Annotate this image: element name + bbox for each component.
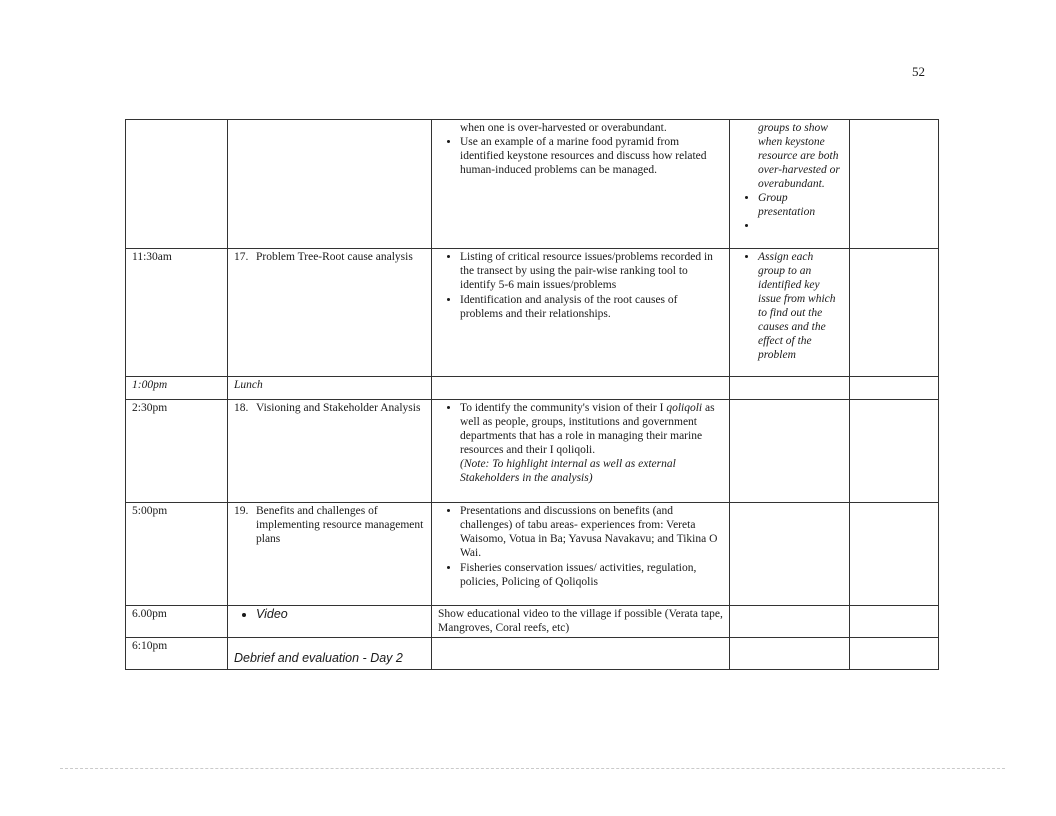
method-item: • Group presentation — [758, 191, 843, 219]
extra-cell — [850, 120, 939, 249]
activity-cell — [432, 120, 730, 249]
time-cell — [126, 120, 228, 249]
activity-item: • Presentations and discussions on benefits (and challenges) of tabu areas- experiences from: Vereta Waisomo, Votua in Ba; Yavusa Navakavu; and Tikina O Wai. — [460, 504, 723, 560]
extra-cell — [850, 503, 939, 606]
table-row — [126, 249, 939, 377]
activity-cell — [432, 400, 730, 503]
session-cell — [228, 400, 432, 503]
method-text: groups to show when keystone resource are both over-harvested or overabundant. — [758, 122, 840, 190]
method-cell — [730, 400, 850, 503]
method-item: • Assign each group to an identified key issue from which to find out the causes and the effect of the problem — [758, 250, 843, 362]
session-cell — [228, 638, 432, 670]
session-title: Benefits and challenges of implementing resource management plans — [256, 505, 424, 545]
table-row — [126, 638, 939, 670]
session-cell — [228, 249, 432, 377]
session-number: 19. — [234, 505, 249, 517]
activity-text: To identify the community's vision of their I — [460, 402, 667, 414]
table-row — [126, 377, 939, 400]
session-cell: Lunch — [228, 377, 432, 400]
session-title: • Video — [256, 607, 425, 621]
activity-item: • Use an example of a marine food pyramid from identified keystone resources and discuss how related human-induced problems can be managed. — [460, 135, 723, 177]
extra-cell — [850, 377, 939, 400]
activity-item: • Listing of critical resource issues/problems recorded in the transect by using the pair-wise ranking tool to identify 5-6 main issues/problems — [460, 250, 723, 292]
session-title: Debrief and evaluation - Day 2 — [234, 651, 403, 665]
time-cell: 6:10pm — [126, 638, 228, 670]
session-number: 17. — [234, 251, 249, 263]
activity-cell — [432, 638, 730, 670]
activity-cell — [432, 377, 730, 400]
activity-text: qoliqoli — [666, 402, 703, 414]
agenda-table — [125, 119, 939, 670]
extra-cell — [850, 400, 939, 503]
time-cell: 6.00pm — [126, 606, 228, 638]
activity-item: • Identification and analysis of the root causes of problems and their relationships. — [460, 293, 723, 321]
method-cell — [730, 503, 850, 606]
method-cell — [730, 606, 850, 638]
activity-text: as well as people, groups, institutions and government departments that has a role in managing their marine resources and their I qoliqoli. — [460, 402, 715, 456]
activity-cell — [432, 249, 730, 377]
extra-cell — [850, 249, 939, 377]
time-cell: 11:30am — [126, 249, 228, 377]
time-cell: 5:00pm — [126, 503, 228, 606]
session-cell — [228, 606, 432, 638]
table-row — [126, 400, 939, 503]
table-row — [126, 120, 939, 249]
method-cell — [730, 120, 850, 249]
activity-note: (Note: To highlight internal as well as external Stakeholders in the analysis) — [460, 458, 676, 484]
time-cell: 1:00pm — [126, 377, 228, 400]
time-cell: 2:30pm — [126, 400, 228, 503]
method-cell — [730, 638, 850, 670]
activity-text: when one is over-harvested or overabundant. — [460, 122, 667, 134]
activity-cell — [432, 503, 730, 606]
activity-cell: Show educational video to the village if possible (Verata tape, Mangroves, Coral reefs, etc) — [432, 606, 730, 638]
activity-item — [460, 401, 723, 485]
session-cell — [228, 503, 432, 606]
session-title: Visioning and Stakeholder Analysis — [256, 402, 421, 414]
table-row — [126, 606, 939, 638]
extra-cell — [850, 606, 939, 638]
method-item — [758, 219, 843, 233]
method-cell — [730, 249, 850, 377]
page-number: 52 — [912, 64, 925, 79]
method-cell — [730, 377, 850, 400]
table-row — [126, 503, 939, 606]
session-title: Problem Tree-Root cause analysis — [256, 251, 413, 263]
session-number: 18. — [234, 402, 249, 414]
extra-cell — [850, 638, 939, 670]
scan-artifact-line — [60, 768, 1005, 770]
activity-item: • Fisheries conservation issues/ activities, regulation, policies, Policing of Qoliqolis — [460, 561, 723, 589]
session-cell — [228, 120, 432, 249]
